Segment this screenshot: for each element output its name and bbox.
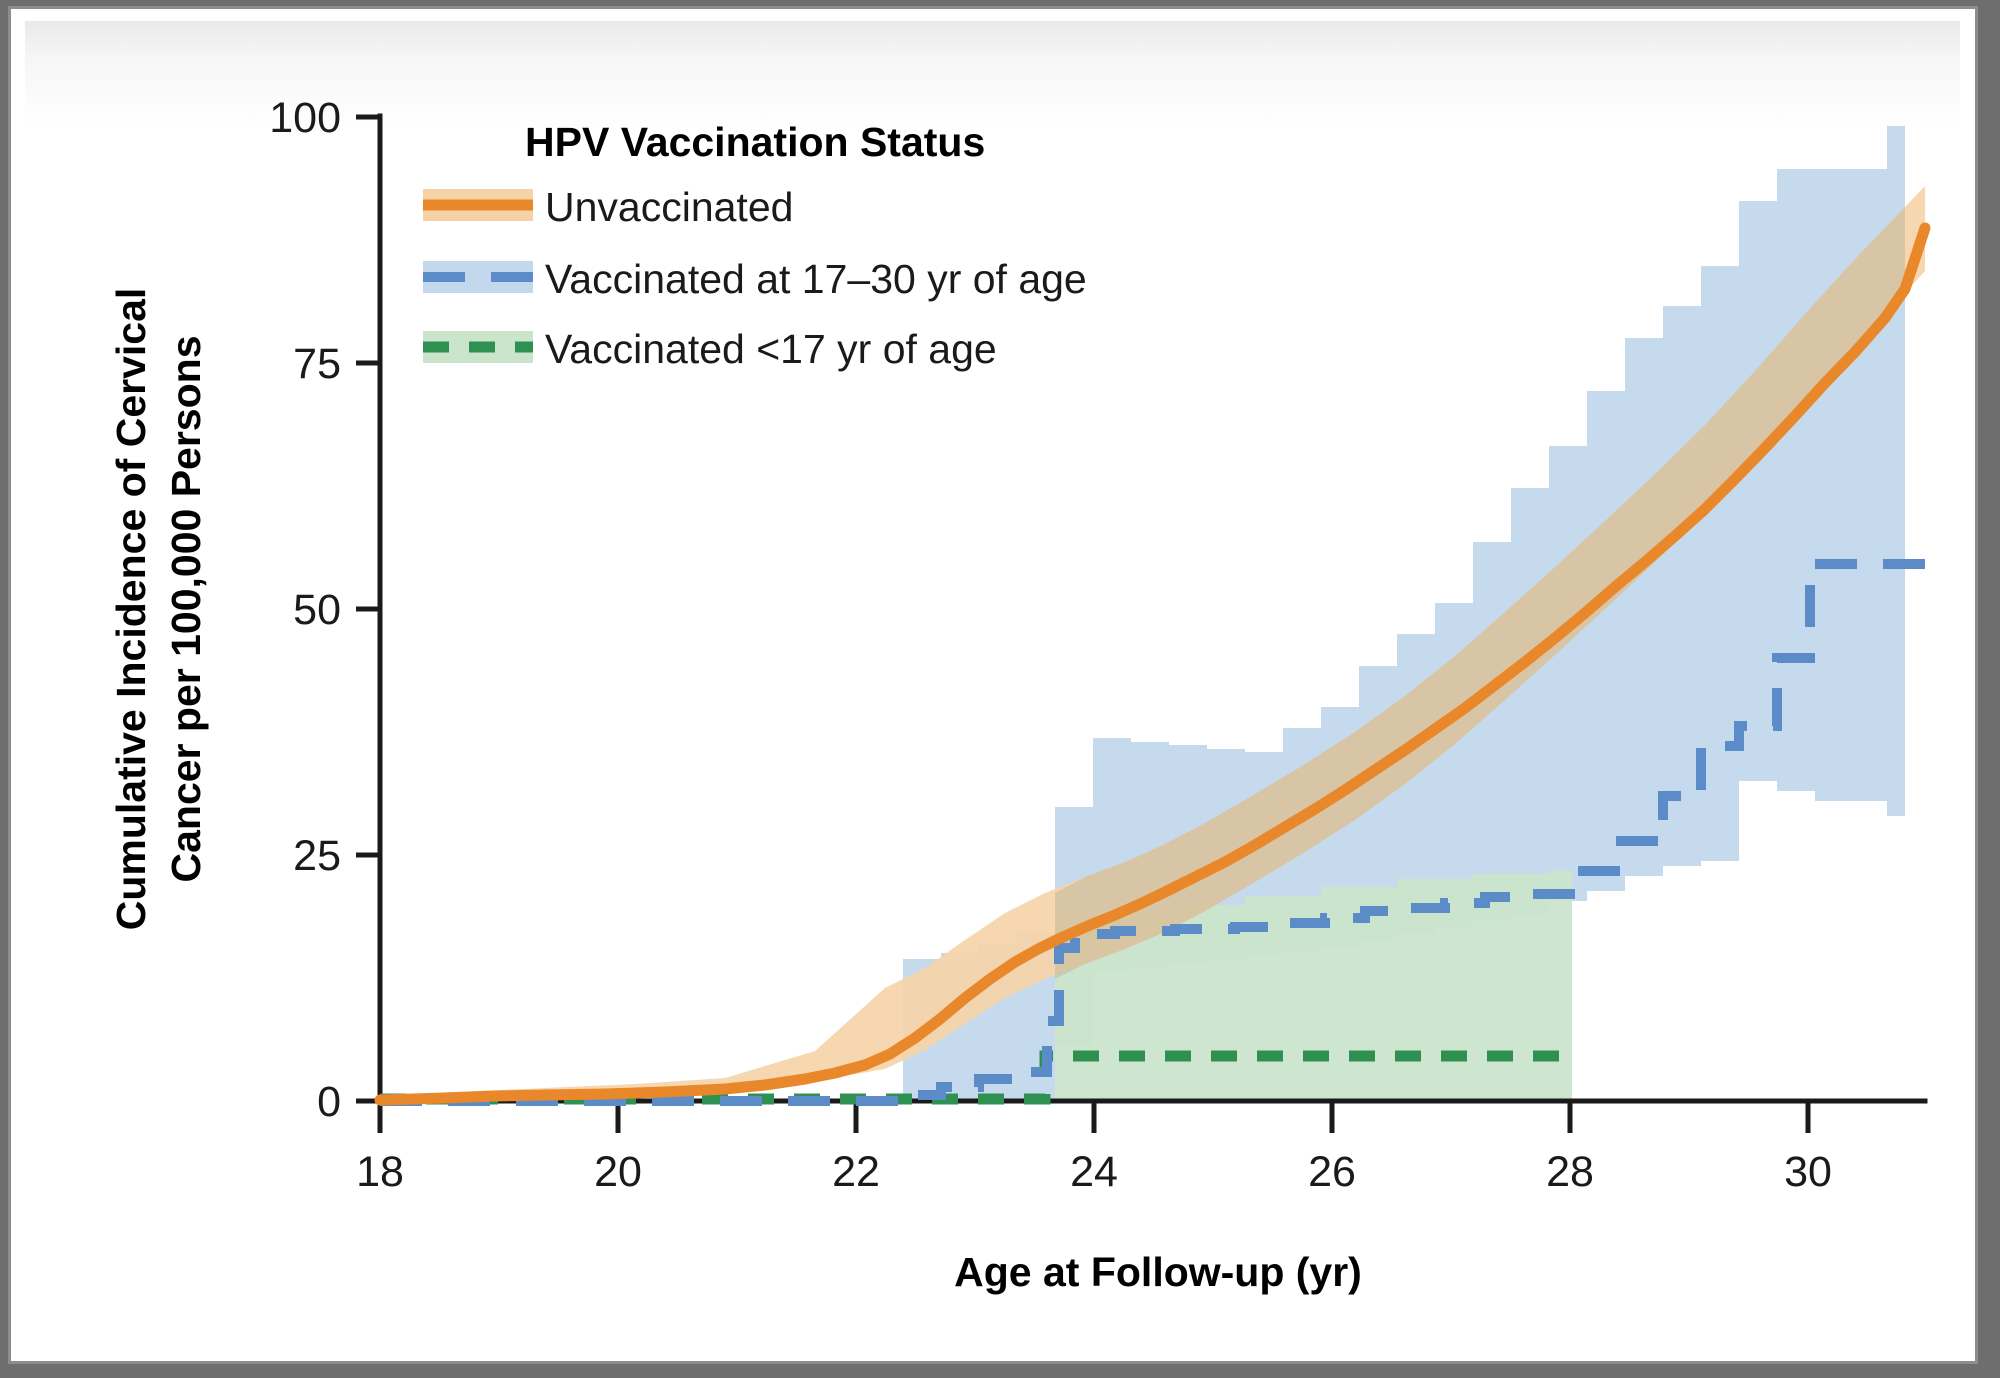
y-tick-label-25: 25 [293, 832, 341, 880]
cumulative-incidence-chart [25, 21, 1960, 1347]
x-tick-label-28: 28 [1546, 1148, 1594, 1196]
legend-item-vaccinated-under-17[interactable] [423, 326, 997, 372]
plot-area [25, 21, 1960, 1347]
figure-frame [8, 6, 1978, 1364]
legend-item-vaccinated-17-30[interactable] [423, 256, 1087, 302]
y-tick-label-50: 50 [293, 586, 341, 634]
legend-item-unvaccinated[interactable] [423, 184, 793, 230]
x-ticks [356, 1101, 1832, 1196]
y-tick-label-0: 0 [317, 1078, 341, 1126]
legend-label-vaccinated-under-17: Vaccinated <17 yr of age [545, 326, 997, 372]
figure-panel [25, 21, 1960, 1347]
y-tick-label-100: 100 [269, 94, 341, 142]
y-axis-title-line2: Cancer per 100,000 Persons [163, 335, 209, 883]
x-tick-label-30: 30 [1784, 1148, 1832, 1196]
x-tick-label-20: 20 [594, 1148, 642, 1196]
legend-title: HPV Vaccination Status [525, 119, 986, 165]
x-tick-label-18: 18 [356, 1148, 404, 1196]
y-axis-title-line1: Cumulative Incidence of Cervical [108, 287, 154, 931]
x-axis-title: Age at Follow-up (yr) [954, 1249, 1362, 1295]
x-tick-label-26: 26 [1308, 1148, 1356, 1196]
legend-label-unvaccinated: Unvaccinated [545, 184, 794, 230]
x-tick-label-22: 22 [832, 1148, 880, 1196]
y-tick-label-75: 75 [293, 340, 341, 388]
x-tick-label-24: 24 [1070, 1148, 1118, 1196]
legend-label-vaccinated-17-30: Vaccinated at 17–30 yr of age [545, 256, 1087, 302]
y-ticks [269, 94, 380, 1126]
legend [423, 119, 1087, 372]
